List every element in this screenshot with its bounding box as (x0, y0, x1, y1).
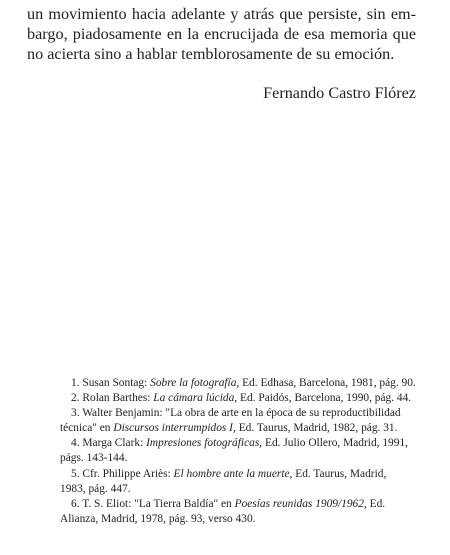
footnote-publication: Ed. Edhasa, Barcelona, 1981, pág. 90. (242, 377, 416, 389)
author-signature: Fernando Castro Flórez (263, 84, 416, 102)
footnote-title: Sobre la fotografía, (150, 377, 240, 389)
footnote-4 (60, 436, 417, 451)
footnote-title: La cámara lúcida, (153, 392, 238, 405)
footnote-number: 3. (71, 407, 80, 420)
footnotes (60, 376, 417, 527)
footnote-author: Rolan Barthes: (82, 392, 151, 405)
footnote-publication: Ed. Taurus, Madrid, 1982, pág. 31. (238, 422, 398, 435)
footnote-2 (60, 391, 417, 406)
footnote-5 (60, 467, 417, 482)
footnote-publication: Ed. Julio Ollero, Madrid, 1991, (264, 437, 408, 450)
footnote-text: Walter Benjamin: "La obra de arte en la época de su reproductibilidad (82, 407, 401, 420)
footnote-number: 5. (71, 467, 80, 480)
footnote-publication: Ed. Paidós, Barcelona, 1990, pág. 44. (240, 392, 412, 405)
footnote-number: 1. (71, 377, 80, 389)
footnote-title: El hombre ante la muerte, (173, 467, 293, 480)
footnote-6-continuation: Alianza, Madrid, 1978, pág. 93, verso 430. (60, 512, 256, 525)
footnote-publication: Ed. (369, 497, 386, 510)
body-paragraph (27, 4, 416, 64)
footnote-title: Discursos interrumpidos I, (113, 422, 236, 435)
footnote-number: 2. (71, 392, 80, 405)
footnote-6 (60, 497, 417, 512)
footnote-author: Cfr. Philippe Ariès: (82, 467, 171, 480)
body-line: no acierta sino a hablar temblorosamente de su emoción. (27, 45, 395, 63)
footnote-title: Poesías reunidas 1909/1962, (234, 497, 367, 510)
body-line: un movimiento hacia adelante y atrás que persiste, sin em- (27, 5, 416, 23)
footnote-3 (60, 406, 417, 421)
footnote-1 (60, 376, 417, 391)
footnote-title: Impresiones fotográficas, (146, 437, 263, 450)
footnote-number: 6. (71, 497, 80, 510)
footnote-author: Marga Clark: (82, 437, 144, 450)
footnote-5-continuation: 1983, pág. 447. (60, 482, 131, 495)
footnote-text: técnica" en (60, 422, 111, 435)
footnote-3-continuation (60, 421, 417, 436)
body-line: bargo, piadosamente en la encrucijada de esa memoria que (27, 25, 416, 43)
footnote-4-continuation: págs. 143-144. (60, 452, 128, 465)
footnote-author: T. S. Eliot: "La Tierra Baldía" en (82, 497, 232, 510)
footnote-number: 4. (71, 437, 80, 450)
footnote-author: Susan Sontag: (82, 377, 148, 389)
footnote-publication: Ed. Taurus, Madrid, (295, 467, 387, 480)
